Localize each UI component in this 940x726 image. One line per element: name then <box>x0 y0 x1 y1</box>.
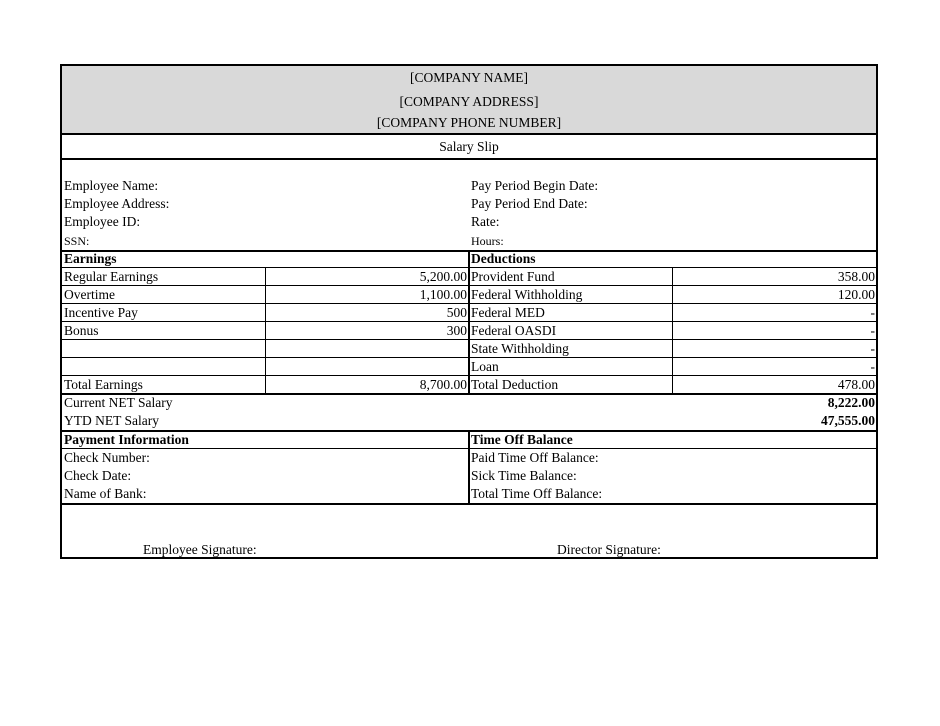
rate-label: Rate: <box>471 214 500 229</box>
deductions-row-value: 120.00 <box>837 287 875 302</box>
divider <box>62 158 876 160</box>
deductions-row-value: - <box>870 359 875 374</box>
sick-time-label: Sick Time Balance: <box>471 468 577 483</box>
time-off-balance-heading: Time Off Balance <box>471 432 573 447</box>
deductions-row-label: Federal Withholding <box>471 287 583 302</box>
employee-address-label: Employee Address: <box>64 196 170 211</box>
total-earnings-label: Total Earnings <box>64 377 143 392</box>
column-divider <box>468 250 470 393</box>
employee-name-label: Employee Name: <box>64 178 159 193</box>
check-number-label: Check Number: <box>64 450 150 465</box>
deductions-row-label: Provident Fund <box>471 269 555 284</box>
paid-time-off-label: Paid Time Off Balance: <box>471 450 599 465</box>
earnings-row-value: 5,200.00 <box>419 269 467 284</box>
divider <box>62 503 876 505</box>
deductions-row-value: - <box>870 323 875 338</box>
total-deduction-value: 478.00 <box>837 377 875 392</box>
employee-signature-label: Employee Signature: <box>143 542 257 557</box>
total-earnings-value: 8,700.00 <box>419 377 467 392</box>
company-address: [COMPANY ADDRESS] <box>399 94 539 109</box>
current-net-salary-value: 8,222.00 <box>827 395 875 410</box>
slip-title: Salary Slip <box>439 139 499 154</box>
company-phone: [COMPANY PHONE NUMBER] <box>376 115 562 130</box>
ssn-label: SSN: <box>64 234 90 248</box>
salary-slip <box>60 64 878 559</box>
bank-name-label: Name of Bank: <box>64 486 147 501</box>
total-deduction-label: Total Deduction <box>471 377 559 392</box>
pay-period-end-label: Pay Period End Date: <box>471 196 588 211</box>
check-date-label: Check Date: <box>64 468 132 483</box>
column-divider <box>672 267 673 393</box>
column-divider <box>468 430 470 503</box>
deductions-heading: Deductions <box>471 251 536 266</box>
deductions-row-label: State Withholding <box>471 341 569 356</box>
deductions-row-value: 358.00 <box>837 269 875 284</box>
company-name: [COMPANY NAME] <box>410 70 528 85</box>
employee-id-label: Employee ID: <box>64 214 141 229</box>
deductions-row-label: Federal MED <box>471 305 545 320</box>
deductions-row-label: Loan <box>471 359 499 374</box>
deductions-row-value: - <box>870 341 875 356</box>
payment-information-heading: Payment Information <box>64 432 189 447</box>
ytd-net-salary-label: YTD NET Salary <box>64 413 159 428</box>
earnings-row-label: Regular Earnings <box>64 269 159 284</box>
earnings-row-label: Incentive Pay <box>64 305 138 320</box>
earnings-row-value: 1,100.00 <box>419 287 467 302</box>
pay-period-begin-label: Pay Period Begin Date: <box>471 178 599 193</box>
hours-label: Hours: <box>471 234 504 248</box>
current-net-salary-label: Current NET Salary <box>64 395 173 410</box>
ytd-net-salary-value: 47,555.00 <box>821 413 875 428</box>
earnings-row-label: Overtime <box>64 287 115 302</box>
deductions-row-label: Federal OASDI <box>471 323 557 338</box>
director-signature-label: Director Signature: <box>557 542 661 557</box>
column-divider <box>265 267 266 393</box>
deductions-row-value: - <box>870 305 875 320</box>
earnings-row-value: 500 <box>446 305 467 320</box>
total-time-off-label: Total Time Off Balance: <box>471 486 603 501</box>
earnings-row-value: 300 <box>446 323 467 338</box>
earnings-heading: Earnings <box>64 251 117 266</box>
divider <box>62 133 876 135</box>
earnings-row-label: Bonus <box>64 323 99 338</box>
